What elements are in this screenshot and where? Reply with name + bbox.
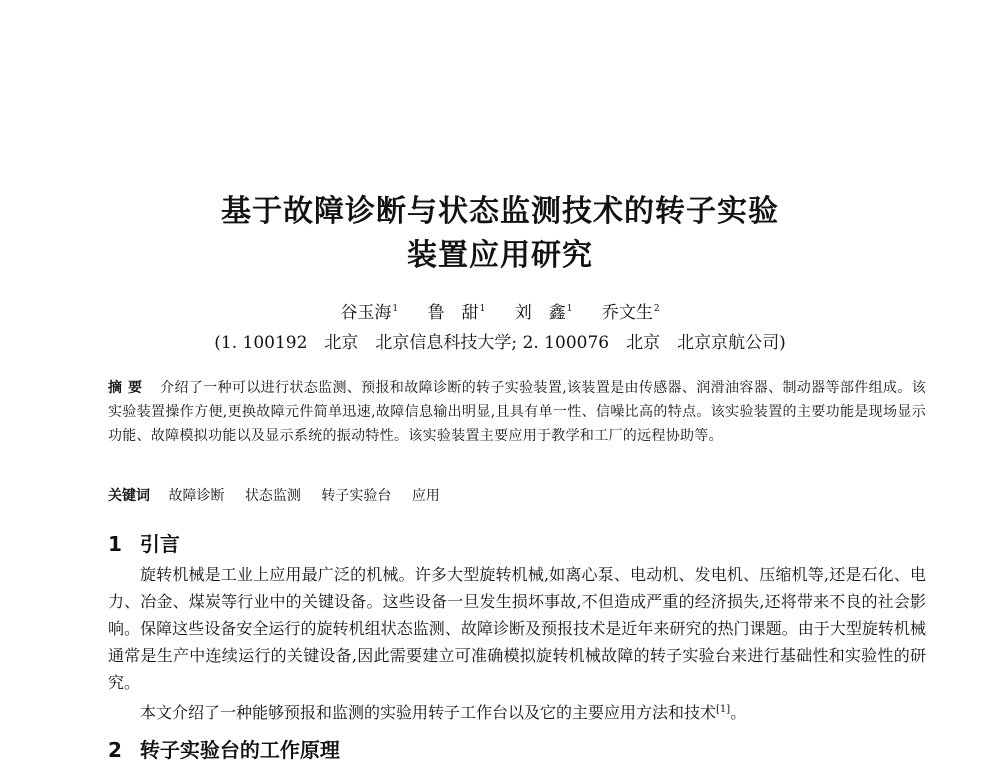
author-affiliation-mark: 1 (479, 304, 486, 314)
keywords (108, 485, 456, 505)
abstract-text: 介绍了一种可以进行状态监测、预报和故障诊断的转子实验装置,该装置是由传感器、润滑油容器、制动器等部件组成。该实验装置操作方便,更换故障元件简单迅速,故障信息输出明显,且具有单一性、信噪比高的特点。该实验装置的主要功能是现场显示功能、故障模拟功能以及显示系统的振动特性。该实验装置主要应用于教学和工厂的远程协助等。 (108, 380, 926, 444)
abstract-label: 摘要 (108, 380, 149, 396)
author-affiliation-mark: 1 (566, 304, 573, 314)
abstract (108, 376, 926, 448)
section-heading-next (108, 734, 340, 763)
author (602, 303, 660, 323)
citation-ref: [1] (716, 704, 731, 715)
author-name: 鲁 甜 (427, 303, 479, 323)
paper-title-line-1: 基于故障诊断与状态监测技术的转子实验 (221, 194, 779, 229)
section-title: 转子实验台的工作原理 (139, 738, 340, 762)
author-affiliation-mark: 2 (653, 304, 660, 314)
section-number: 1 (108, 532, 122, 556)
affiliation: (1. 100192 北京 北京信息科技大学; 2. 100076 北京 北京京航公司) (214, 333, 786, 353)
keyword: 状态监测 (244, 488, 301, 504)
section-heading (108, 528, 180, 557)
keyword: 应用 (411, 488, 440, 504)
keyword: 故障诊断 (168, 488, 225, 504)
author-name: 刘 鑫 (514, 303, 566, 323)
paragraph-text: 本文介绍了一种能够预报和监测的实验用转子工作台以及它的主要应用方法和技术 (140, 703, 717, 722)
body-paragraph (108, 696, 926, 726)
author (515, 303, 573, 323)
author (428, 303, 486, 323)
paragraph-end: 。 (730, 703, 747, 722)
author (340, 303, 398, 323)
body-paragraph: 旋转机械是工业上应用最广泛的机械。许多大型旋转机械,如离心泵、电动机、发电机、压缩机等,还是石化、电力、冶金、煤炭等行业中的关键设备。这些设备一旦发生损坏事故,不但造成严重的经济损失,还将带来不良的社会影响。保障这些设备安全运行的旋转机组状态监测、故障诊断及预报技术是近年来研究的热门课题。由于大型旋转机械通常是生产中连续运行的关键设备,因此需要建立可准确模拟旋转机械故障的转子实验台来进行基础性和实验性的研究。 (108, 565, 926, 692)
section-number: 2 (108, 738, 122, 762)
keywords-label: 关键词 (108, 488, 150, 504)
author-name: 乔文生 (601, 303, 653, 323)
section-title: 引言 (139, 532, 180, 556)
keyword: 转子实验台 (321, 488, 392, 504)
author-list (0, 298, 1000, 323)
author-name: 谷玉海 (340, 303, 392, 323)
paper-title-line-2: 装置应用研究 (407, 238, 593, 273)
author-affiliation-mark: 1 (392, 304, 399, 314)
